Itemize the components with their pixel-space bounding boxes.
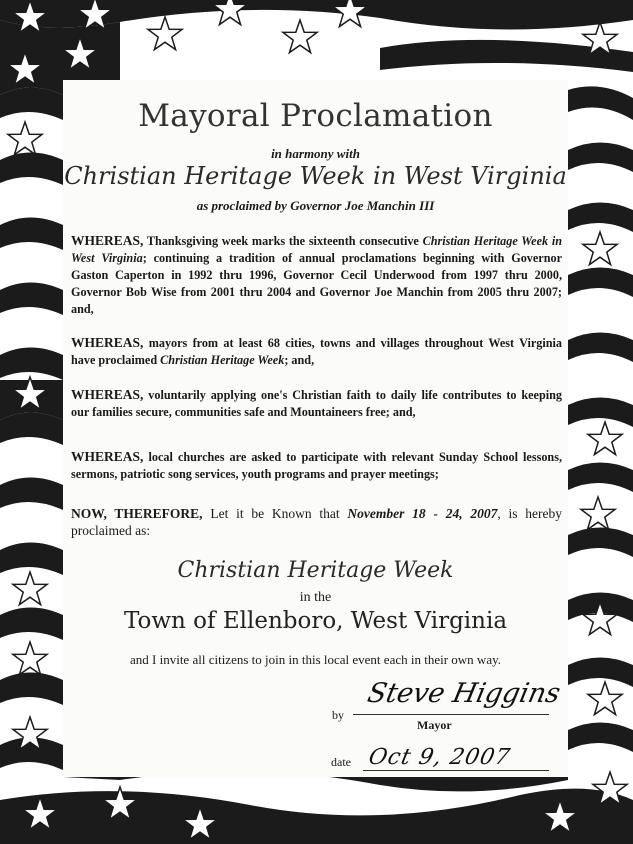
- subtitle-in-harmony: in harmony with: [271, 146, 360, 161]
- paragraph-text: Thanksgiving week marks the sixteenth consecutive: [143, 234, 423, 248]
- paragraph-text: Let it be Known that: [202, 506, 348, 521]
- whereas-lead: WHEREAS,: [71, 449, 144, 464]
- date-line: [363, 770, 549, 771]
- whereas-lead: WHEREAS,: [71, 335, 144, 350]
- signed-date: Oct 9, 2007: [366, 745, 513, 770]
- date-label: date: [331, 755, 351, 769]
- therefore-paragraph: [71, 505, 562, 539]
- signature-line: [353, 714, 549, 715]
- whereas-paragraph-1: [71, 232, 562, 318]
- paragraph-emphasis: Christian Heritage Week in West Virginia: [71, 234, 562, 265]
- proclamation-document: [63, 80, 568, 777]
- paragraph-emphasis: Christian Heritage Week: [160, 353, 285, 367]
- paragraph-text: voluntarily applying one's Christian faith to daily life contributes to keeping our families secure, communities safe and Mountaineers free; and,: [71, 388, 562, 419]
- whereas-paragraph-2: [71, 334, 562, 369]
- whereas-lead: WHEREAS,: [71, 387, 144, 402]
- in-the-label: in the: [299, 590, 332, 605]
- therefore-lead: NOW, THEREFORE,: [71, 506, 203, 521]
- event-title: Christian Heritage Week in West Virginia: [64, 162, 567, 190]
- invitation-text: and I invite all citizens to join in this local event each in their own way.: [130, 652, 501, 667]
- whereas-lead: WHEREAS,: [71, 233, 144, 248]
- paragraph-text: , is hereby proclaimed as:: [71, 506, 563, 538]
- mayor-label: Mayor: [417, 718, 452, 732]
- whereas-paragraph-4: [71, 448, 562, 483]
- proclaimed-event: Christian Heritage Week: [177, 558, 454, 583]
- paragraph-text: ; continuing a tradition of annual proclamations beginning with Governor Gaston Caperton in 1992 thru 1996, Governor Cecil Underwood from 1997 thru 2000, Governor Bob Wise from 2001 thru 2004 and Governor Joe Manchin from 2005 thru 2007; and,: [71, 251, 562, 316]
- proclamation-dates: November 18 - 24, 2007: [347, 506, 498, 521]
- by-label: by: [332, 708, 344, 722]
- town-name: Town of Ellenboro, West Virginia: [123, 608, 508, 634]
- mayor-signature: Steve Higgins: [364, 678, 564, 709]
- document-title: Mayoral Proclamation: [138, 98, 493, 134]
- paragraph-text: mayors from at least 68 cities, towns and villages throughout West Virginia have proclaimed: [71, 336, 562, 367]
- paragraph-text: local churches are asked to participate with relevant Sunday School lessons, sermons, patriotic song services, youth programs and prayer meetings;: [71, 450, 562, 481]
- paragraph-text: ; and,: [284, 353, 315, 367]
- subtitle-governor: as proclaimed by Governor Joe Manchin III: [196, 198, 435, 213]
- whereas-paragraph-3: [71, 386, 562, 421]
